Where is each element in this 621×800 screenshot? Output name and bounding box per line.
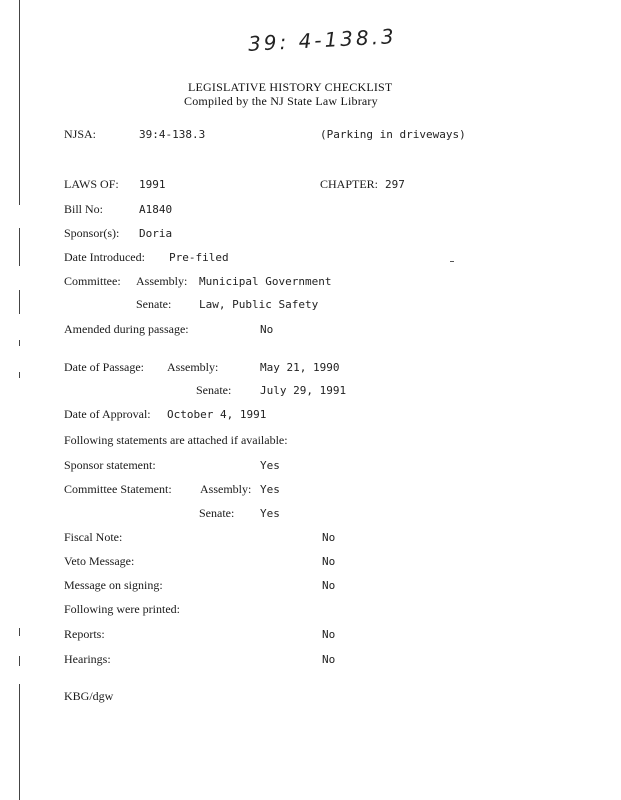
scan-margin-line [19, 228, 20, 266]
hearings-label: Hearings: [64, 652, 111, 666]
njsa-value: 39:4-138.3 [139, 128, 206, 141]
committee-label: Committee: [64, 274, 121, 288]
laws-of-label: LAWS OF: [64, 177, 119, 191]
laws-of-value: 1991 [139, 178, 166, 191]
date-of-approval-value: October 4, 1991 [167, 408, 267, 421]
typist-initials: KBG/dgw [64, 689, 114, 703]
hearings-value: No [322, 653, 336, 666]
passage-senate-label: Senate: [196, 383, 232, 397]
sponsors-label: Sponsor(s): [64, 226, 120, 240]
veto-message-value: No [322, 555, 336, 568]
passage-assembly-label: Assembly: [167, 360, 219, 374]
committee-statement-assembly-label: Assembly: [200, 482, 252, 496]
committee-senate-value: Law, Public Safety [199, 298, 319, 311]
njsa-subject: (Parking in driveways) [320, 128, 466, 141]
amended-value: No [260, 323, 274, 336]
scan-margin-line [19, 684, 20, 800]
date-of-passage-label: Date of Passage: [64, 360, 144, 374]
njsa-label: NJSA: [64, 127, 97, 141]
reports-label: Reports: [64, 627, 105, 641]
scan-margin-line [19, 372, 20, 378]
date-introduced-label: Date Introduced: [64, 250, 145, 264]
committee-senate-label: Senate: [136, 297, 172, 311]
veto-message-label: Veto Message: [64, 554, 135, 568]
scan-margin-line [19, 0, 20, 205]
document-subtitle: Compiled by the NJ State Law Library [184, 94, 378, 108]
handwritten-citation: 39: 4-138.3 [247, 24, 398, 56]
fiscal-note-label: Fiscal Note: [64, 530, 123, 544]
committee-statement-senate-label: Senate: [199, 506, 235, 520]
scan-margin-line [19, 628, 20, 636]
sponsor-statement-label: Sponsor statement: [64, 458, 156, 472]
fiscal-note-value: No [322, 531, 336, 544]
statements-heading: Following statements are attached if available: [64, 433, 288, 447]
committee-statement-senate-value: Yes [260, 507, 280, 520]
date-introduced-value: Pre-filed [169, 251, 229, 264]
scan-speck [450, 261, 454, 262]
message-on-signing-label: Message on signing: [64, 578, 163, 592]
committee-assembly-value: Municipal Government [199, 275, 332, 288]
bill-no-value: A1840 [139, 203, 173, 216]
sponsors-value: Doria [139, 227, 173, 240]
committee-assembly-label: Assembly: [136, 274, 188, 288]
passage-assembly-value: May 21, 1990 [260, 361, 340, 374]
scan-margin-line [19, 656, 20, 666]
sponsor-statement-value: Yes [260, 459, 280, 472]
amended-label: Amended during passage: [64, 322, 189, 336]
reports-value: No [322, 628, 336, 641]
scan-margin-line [19, 290, 20, 314]
chapter-label: CHAPTER: [320, 177, 379, 191]
chapter-value: 297 [385, 178, 405, 191]
printed-heading: Following were printed: [64, 602, 180, 616]
passage-senate-value: July 29, 1991 [260, 384, 347, 397]
scan-margin-line [19, 340, 20, 346]
committee-statement-label: Committee Statement: [64, 482, 172, 496]
message-on-signing-value: No [322, 579, 336, 592]
bill-no-label: Bill No: [64, 202, 104, 216]
document-title: LEGISLATIVE HISTORY CHECKLIST [188, 80, 393, 94]
committee-statement-assembly-value: Yes [260, 483, 280, 496]
date-of-approval-label: Date of Approval: [64, 407, 151, 421]
